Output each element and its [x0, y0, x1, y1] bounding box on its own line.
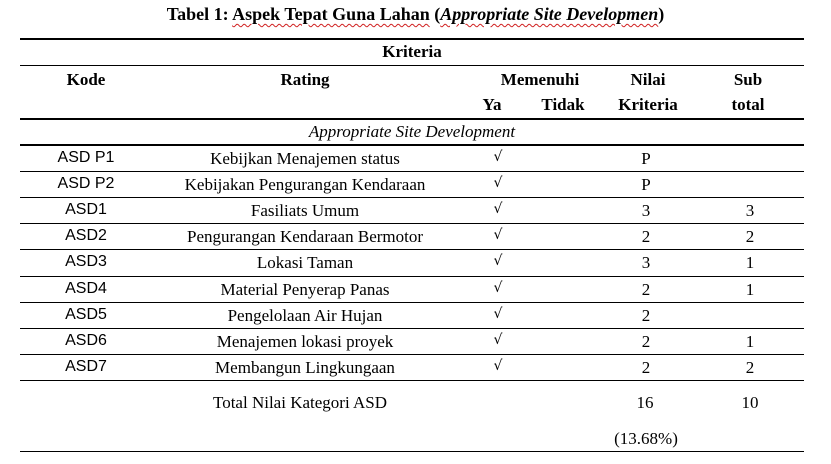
- header-kriteria: Kriteria: [382, 42, 442, 61]
- total-nilai: 16: [636, 393, 654, 412]
- header-sub: Sub: [733, 70, 763, 89]
- row-rule: [20, 171, 804, 172]
- caption-open: (: [429, 4, 441, 24]
- row-check-ya: √: [493, 201, 503, 218]
- row-rule: [20, 197, 804, 198]
- row-check-ya: √: [493, 305, 503, 322]
- row-check-ya: √: [493, 357, 503, 374]
- row-rule: [20, 354, 804, 355]
- row-rating: Fasiliats Umum: [250, 201, 360, 221]
- row-sub-total: 2: [745, 357, 755, 377]
- row-rule: [20, 380, 804, 381]
- row-kode: ASD3: [65, 253, 107, 271]
- row-kode: ASD5: [65, 305, 107, 323]
- row-rating: Pengurangan Kendaraan Bermotor: [186, 227, 424, 247]
- row-kode: ASD1: [65, 201, 107, 219]
- rule-under-header: [20, 118, 804, 120]
- header-kode: Kode: [66, 70, 106, 89]
- row-rating: Kebijakan Pengurangan Kendaraan: [184, 175, 426, 195]
- caption-close: ): [658, 4, 665, 24]
- header-tidak: Tidak: [541, 95, 585, 114]
- row-nilai: 3: [641, 201, 651, 221]
- row-rule: [20, 249, 804, 250]
- caption-title-main: Aspek Tepat Guna Lahan: [232, 4, 430, 24]
- row-kode: ASD7: [65, 357, 107, 375]
- row-check-ya: √: [493, 149, 503, 165]
- row-kode: ASD2: [65, 227, 107, 245]
- row-kode: ASD P2: [57, 175, 115, 193]
- row-nilai: 2: [641, 305, 651, 325]
- header-memenuhi: Memenuhi: [500, 70, 580, 89]
- row-rule: [20, 328, 804, 329]
- row-nilai: 2: [641, 357, 651, 377]
- total-label: Total Nilai Kategori ASD: [213, 393, 387, 412]
- row-rating: Kebijkan Menajemen status: [210, 149, 400, 168]
- row-rule: [20, 302, 804, 303]
- row-nilai: 2: [641, 279, 651, 299]
- section-title: Appropriate Site Development: [308, 122, 516, 141]
- row-kode: ASD4: [65, 279, 107, 297]
- row-rating: Menajemen lokasi proyek: [216, 331, 394, 351]
- total-sub: 10: [741, 393, 759, 412]
- row-check-ya: √: [493, 331, 503, 348]
- row-check-ya: √: [493, 253, 503, 270]
- row-rating: Membangun Lingkungaan: [215, 357, 395, 377]
- row-kode: ASD P1: [57, 149, 115, 166]
- row-check-ya: √: [493, 175, 503, 192]
- row-sub-total: 3: [745, 201, 755, 221]
- row-rating: Lokasi Taman: [256, 253, 354, 273]
- row-sub-total: 1: [745, 331, 755, 351]
- row-rating: Material Penyerap Panas: [220, 279, 390, 299]
- header-ya: Ya: [482, 95, 502, 114]
- row-check-ya: √: [493, 227, 503, 244]
- header-total: total: [731, 95, 765, 114]
- row-nilai: P: [641, 149, 651, 168]
- rule-under-kriteria: [20, 65, 804, 66]
- row-rule: [20, 276, 804, 277]
- row-sub-total: 1: [745, 253, 755, 273]
- caption-prefix: Tabel 1:: [166, 4, 229, 24]
- header-kriteria-2: Kriteria: [618, 95, 678, 114]
- row-sub-total: 2: [745, 227, 755, 247]
- table-caption: [0, 4, 831, 25]
- rule-bottom: [20, 451, 804, 452]
- total-percent: (13.68%): [614, 429, 678, 448]
- header-nilai: Nilai: [630, 70, 666, 89]
- caption-title-italic: Appropriate Site Developmen: [440, 4, 659, 24]
- row-nilai: 2: [641, 331, 651, 351]
- rule-top: [20, 38, 804, 40]
- row-nilai: P: [641, 175, 651, 195]
- row-rule: [20, 223, 804, 224]
- row-rating: Pengelolaan Air Hujan: [227, 305, 383, 325]
- row-kode: ASD6: [65, 331, 107, 349]
- row-sub-total: 1: [745, 279, 755, 299]
- rule-under-section: [20, 144, 804, 146]
- row-nilai: 3: [641, 253, 651, 273]
- row-check-ya: √: [493, 279, 503, 296]
- row-nilai: 2: [641, 227, 651, 247]
- header-rating: Rating: [280, 70, 330, 89]
